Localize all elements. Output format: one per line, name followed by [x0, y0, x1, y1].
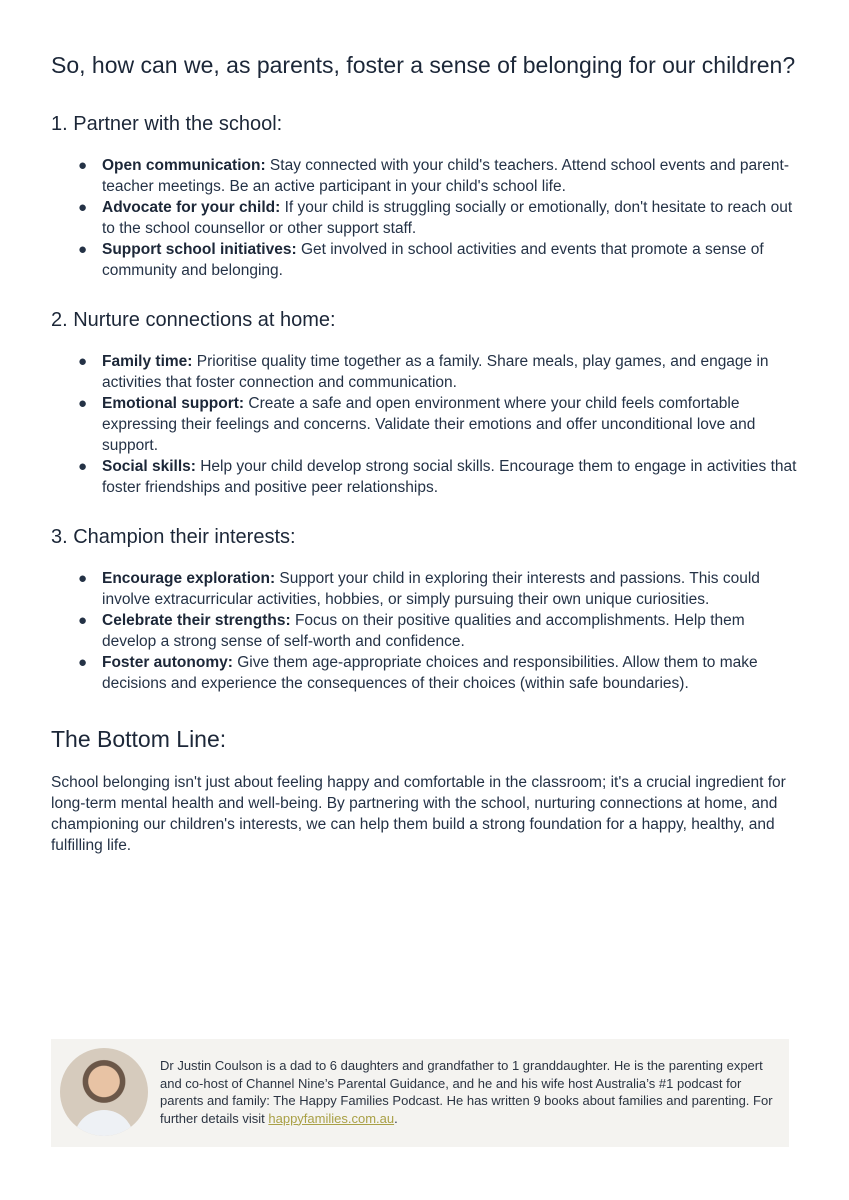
- item-lead: Open communication:: [102, 157, 266, 174]
- avatar: [60, 1048, 148, 1136]
- bullet-icon: ●: [78, 570, 88, 587]
- bullet-icon: ●: [78, 612, 88, 629]
- item-text: Give them age-appropriate choices and responsibilities. Allow them to make decisions and experience the consequences of their choices (within safe boundaries).: [102, 654, 758, 692]
- item-lead: Social skills:: [102, 458, 196, 475]
- item-lead: Support school initiatives:: [102, 241, 297, 258]
- item-text: If your child is struggling socially or emotionally, don't hesitate to reach out to the school counsellor or other support staff.: [102, 199, 793, 237]
- author-bio-box: [51, 1039, 789, 1147]
- list-partner: [51, 155, 801, 281]
- item-text: Help your child develop strong social skills. Encourage them to engage in activities that foster friendships and positive peer relationships.: [102, 458, 797, 496]
- bullet-icon: ●: [78, 199, 88, 216]
- item-lead: Encourage exploration:: [102, 570, 276, 587]
- item-text: Prioritise quality time together as a family. Share meals, play games, and engage in activities that foster connection and communication.: [102, 353, 769, 391]
- list-item: [78, 610, 801, 652]
- item-lead: Advocate for your child:: [102, 199, 281, 216]
- bottom-line-title: The Bottom Line:: [51, 726, 227, 752]
- website-link[interactable]: happyfamilies.com.au: [268, 1110, 395, 1126]
- item-text: Create a safe and open environment where your child feels comfortable expressing their feelings and concerns. Validate their emotions and offer unconditional love and support.: [102, 395, 756, 454]
- list-item: [78, 393, 801, 456]
- list-item: [78, 568, 801, 610]
- item-lead: Foster autonomy:: [102, 654, 233, 671]
- item-lead: Family time:: [102, 353, 193, 370]
- bullet-icon: ●: [78, 241, 88, 258]
- item-lead: Celebrate their strengths:: [102, 612, 291, 629]
- list-home: [51, 351, 801, 498]
- bullet-icon: ●: [78, 157, 88, 174]
- list-interests: [51, 568, 801, 694]
- list-item: [78, 155, 801, 197]
- bio-end: .: [394, 1110, 398, 1126]
- article: [51, 50, 801, 856]
- avatar-shirt: [74, 1110, 134, 1136]
- section-title-home: 2. Nurture connections at home:: [51, 309, 336, 331]
- list-item: [78, 239, 801, 281]
- item-text: Get involved in school activities and events that promote a sense of community and belonging.: [102, 241, 764, 279]
- section-title-partner: 1. Partner with the school:: [51, 113, 283, 135]
- page-title: So, how can we, as parents, foster a sense of belonging for our children?: [51, 52, 796, 78]
- item-text: Stay connected with your child's teachers. Attend school events and parent-teacher meetings. Be an active participant in your child's school life.: [102, 157, 789, 195]
- item-text: Support your child in exploring their interests and passions. This could involve extracurricular activities, hobbies, or simply pursuing their own unique curiosities.: [102, 570, 760, 608]
- author-bio: [160, 1057, 780, 1127]
- bullet-icon: ●: [78, 395, 88, 412]
- list-item: [78, 456, 801, 498]
- bullet-icon: ●: [78, 458, 88, 475]
- bullet-icon: ●: [78, 353, 88, 370]
- section-title-interests: 3. Champion their interests:: [51, 526, 296, 548]
- bottom-line-paragraph: School belonging isn't just about feeling happy and comfortable in the classroom; it's a crucial ingredient for long-term mental health and well-being. By partnering with the school, nurturing connections at home, and championing our children's interests, we can help them build a strong foundation for a happy, healthy, and fulfilling life.: [51, 774, 786, 854]
- bio-text: Dr Justin Coulson is a dad to 6 daughters and grandfather to 1 granddaughter. He is the parenting expert and co-host of Channel Nine’s Parental Guidance, and he and his wife host Australia’s #1 podcast for parents and family: The Happy Families Podcast. He has written 9 books about families and parenting. For further details visit: [160, 1058, 773, 1126]
- item-text: Focus on their positive qualities and accomplishments. Help them develop a strong sense of self-worth and confidence.: [102, 612, 745, 650]
- list-item: [78, 652, 801, 694]
- bullet-icon: ●: [78, 654, 88, 671]
- list-item: [78, 197, 801, 239]
- item-lead: Emotional support:: [102, 395, 245, 412]
- list-item: [78, 351, 801, 393]
